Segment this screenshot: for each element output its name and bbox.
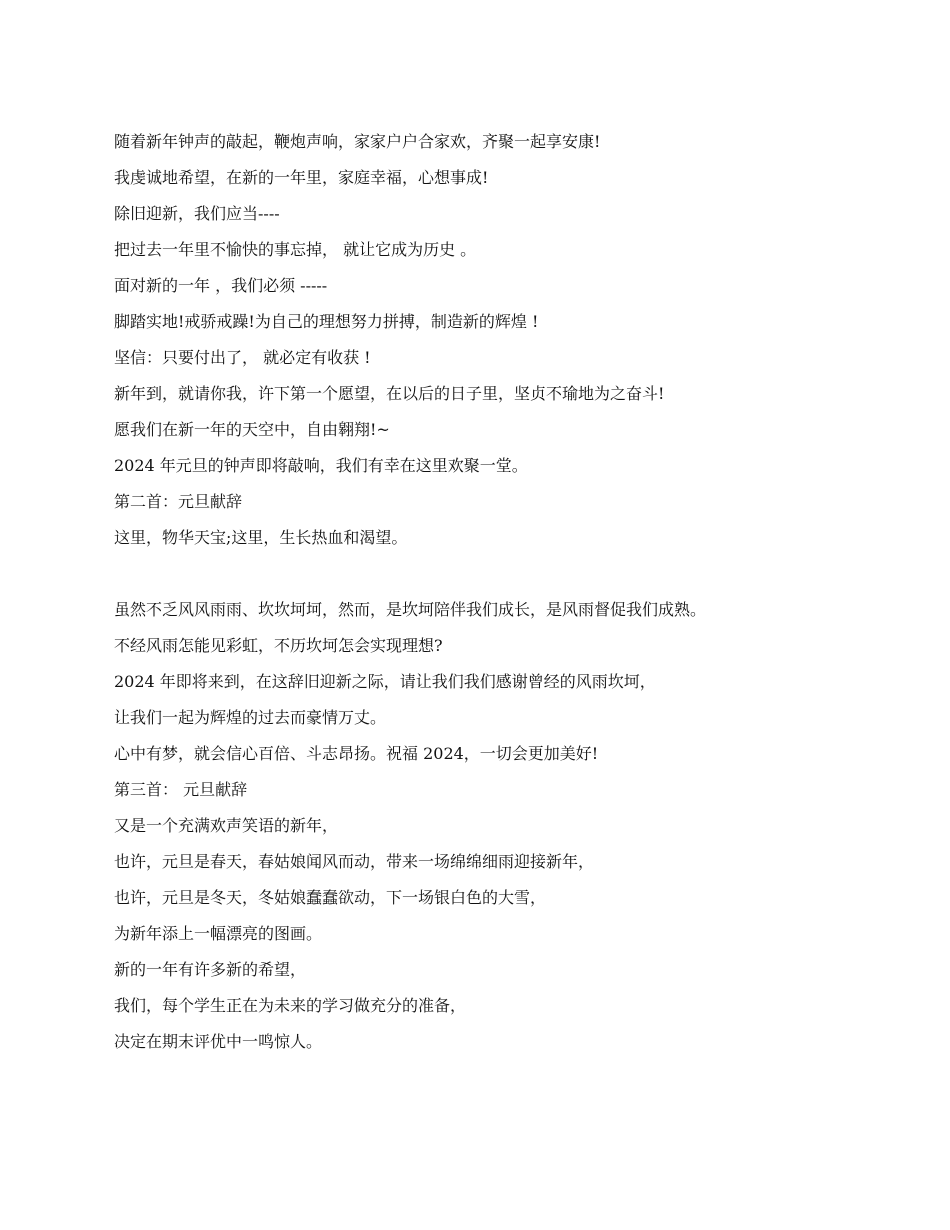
text-line: 让我们一起为辉煌的过去而豪情万丈。 bbox=[114, 708, 387, 727]
text-line: 把过去一年里不愉快的事忘掉， 就让它成为历史 。 bbox=[114, 240, 477, 259]
text-line: 面对新的一年 ，我们必须 ----- bbox=[114, 276, 328, 295]
text-line: 除旧迎新，我们应当---- bbox=[114, 204, 280, 223]
text-line: 随着新年钟声的敲起，鞭炮声响，家家户户合家欢，齐聚一起享安康! bbox=[114, 132, 601, 151]
paragraph-gap bbox=[114, 556, 894, 592]
text-line: 也许，元旦是春天，春姑娘闻风而动，带来一场绵绵细雨迎接新年， bbox=[114, 852, 595, 871]
text-line: 2024 年即将来到，在这辞旧迎新之际，请让我们我们感谢曾经的风雨坎坷， bbox=[114, 672, 656, 691]
text-line: 新的一年有许多新的希望， bbox=[114, 960, 307, 979]
text-line: 虽然不乏风风雨雨、坎坎坷坷，然而，是坎坷陪伴我们成长，是风雨督促我们成熟。 bbox=[114, 600, 707, 619]
text-line: 决定在期末评优中一鸣惊人。 bbox=[114, 1032, 323, 1051]
document-body bbox=[114, 124, 894, 1060]
text-line: 脚踏实地!戒骄戒躁!为自己的理想努力拼搏，制造新的辉煌 ! bbox=[114, 312, 539, 331]
text-line: 坚信：只要付出了， 就必定有收获 ! bbox=[114, 348, 371, 367]
text-line: 这里，物华天宝;这里，生长热血和渴望。 bbox=[114, 528, 408, 547]
section-heading: 第三首： 元旦献辞 bbox=[114, 780, 248, 799]
text-line: 我们，每个学生正在为未来的学习做充分的准备， bbox=[114, 996, 467, 1015]
text-line: 心中有梦，就会信心百倍、斗志昂扬。祝福 2024，一切会更加美好! bbox=[114, 744, 599, 763]
text-line: 为新年添上一幅漂亮的图画。 bbox=[114, 924, 323, 943]
text-line: 愿我们在新一年的天空中，自由翱翔!~ bbox=[114, 420, 390, 439]
section-heading: 第二首：元旦献辞 bbox=[114, 492, 243, 511]
text-line: 2024 年元旦的钟声即将敲响，我们有幸在这里欢聚一堂。 bbox=[114, 456, 528, 475]
text-line: 我虔诚地希望，在新的一年里，家庭幸福，心想事成! bbox=[114, 168, 489, 187]
text-line: 也许，元旦是冬天，冬姑娘蠢蠢欲动，下一场银白色的大雪， bbox=[114, 888, 547, 907]
text-line: 新年到，就请你我，许下第一个愿望，在以后的日子里，坚贞不瑜地为之奋斗! bbox=[114, 384, 665, 403]
text-line: 又是一个充满欢声笑语的新年， bbox=[114, 816, 339, 835]
text-line: 不经风雨怎能见彩虹，不历坎坷怎会实现理想? bbox=[114, 636, 443, 655]
